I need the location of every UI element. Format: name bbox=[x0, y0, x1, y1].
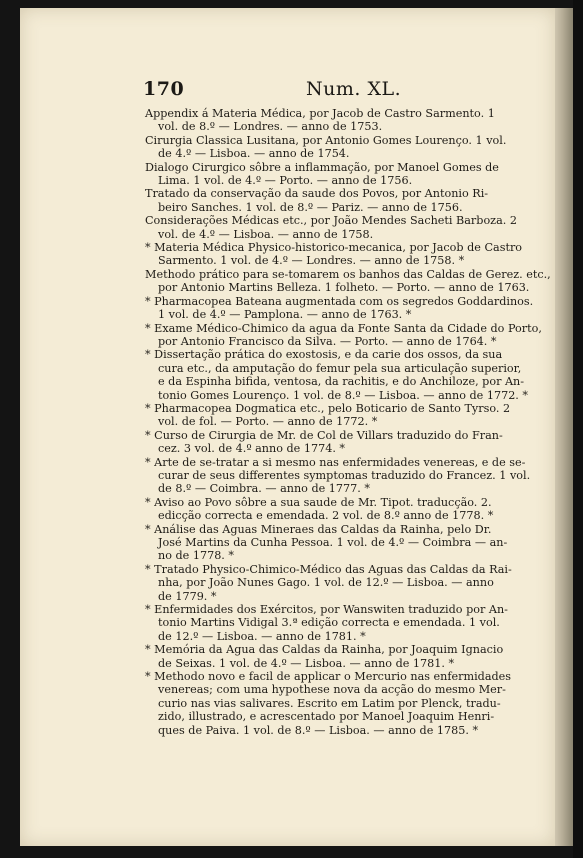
entry-line: de Seixas. 1 vol. de 4.º — Lisboa. — anno de 1781. * bbox=[158, 656, 455, 670]
bibliography-entry bbox=[145, 107, 535, 134]
entry-line: curar de seus differentes symptomas traduzido do Francez. 1 vol. bbox=[158, 468, 531, 482]
entry-line: * Tratado Physico-Chimico-Médico das Aguas das Caldas da Rai- bbox=[145, 562, 512, 576]
entry-line: Methodo prático para se-tomarem os banhos das Caldas de Gerez. etc., bbox=[145, 267, 551, 281]
entry-line: * Pharmacopea Bateana augmentada com os segredos Goddardinos. bbox=[145, 294, 534, 308]
entry-line: por Antonio Francisco da Silva. — Porto. — anno de 1764. * bbox=[158, 334, 497, 348]
entry-line: nha, por João Nunes Gago. 1 vol. de 12.º — Lisboa. — anno bbox=[158, 576, 494, 590]
entry-line: venereas; com uma hypothese nova da acção do mesmo Mer- bbox=[158, 683, 506, 697]
bibliography-entry bbox=[145, 670, 535, 737]
entry-line: * Enfermidades dos Exércitos, por Wanswiten traduzido por An- bbox=[145, 603, 508, 617]
entry-line: Tratado da conservação da saude dos Povos, por Antonio Ri- bbox=[145, 187, 489, 201]
bibliography-entry bbox=[145, 456, 535, 496]
bibliography-entry bbox=[145, 563, 535, 603]
entry-line: de 12.º — Lisboa. — anno de 1781. * bbox=[158, 629, 366, 643]
entry-line: tonio Gomes Lourenço. 1 vol. de 8.º — Lisboa. — anno de 1772. * bbox=[158, 388, 529, 402]
entry-line: de 8.º — Coimbra. — anno de 1777. * bbox=[158, 482, 370, 496]
entry-line: Lima. 1 vol. de 4.º — Porto. — anno de 1756. bbox=[158, 174, 413, 188]
bibliography-entry bbox=[145, 348, 535, 402]
entry-line: curio nas vias salivares. Escrito em Latim por Plenck, tradu- bbox=[158, 696, 501, 710]
entry-line: cura etc., da amputação do femur pela sua articulação superior, bbox=[158, 361, 522, 375]
entry-line: José Martins da Cunha Pessoa. 1 vol. de 4.º — Coimbra — an- bbox=[158, 536, 508, 549]
bibliography-entry bbox=[145, 134, 535, 161]
entry-line: Cirurgia Classica Lusitana, por Antonio Gomes Lourenço. 1 vol. bbox=[145, 133, 507, 147]
bibliography-entry bbox=[145, 241, 535, 268]
bibliography-entry bbox=[145, 295, 535, 322]
entry-line: * Exame Médico-Chimico da agua da Fonte Santa da Cidade do Porto, bbox=[145, 321, 542, 335]
entry-line: * Curso de Cirurgia de Mr. de Col de Villars traduzido do Fran- bbox=[145, 428, 503, 442]
entry-line: edicção correcta e emendada. 2 vol. de 8.º anno de 1778. * bbox=[158, 509, 494, 523]
entry-line: * Pharmacopea Dogmatica etc., pelo Boticario de Santo Tyrso. 2 bbox=[145, 401, 511, 415]
bibliography-list bbox=[145, 107, 551, 737]
entry-line: no de 1778. * bbox=[158, 549, 235, 563]
entry-line: por Antonio Martins Belleza. 1 folheto. — Porto. — anno de 1763. bbox=[158, 281, 530, 295]
bibliography-entry bbox=[145, 496, 535, 523]
bibliography-entry bbox=[145, 523, 535, 563]
entry-line: Dialogo Cirurgico sôbre a inflammação, por Manoel Gomes de bbox=[145, 160, 499, 174]
scan-border bbox=[573, 0, 583, 858]
bibliography-entry bbox=[145, 643, 535, 670]
entry-line: tonio Martins Vidigal 3.ª edição correcta e emendada. 1 vol. bbox=[158, 616, 500, 630]
page-edge bbox=[555, 8, 573, 846]
entry-line: 1 vol. de 4.º — Pamplona. — anno de 1763. * bbox=[158, 308, 412, 322]
entry-line: de 4.º — Lisboa. — anno de 1754. bbox=[158, 147, 350, 161]
page-header bbox=[143, 78, 523, 104]
bibliography-entry bbox=[145, 187, 535, 214]
entry-line: * Dissertação prática do exostosis, e da carie dos ossos, da sua bbox=[145, 348, 503, 362]
entry-line: cez. 3 vol. de 4.º anno de 1774. * bbox=[158, 442, 346, 456]
bibliography-entry bbox=[145, 214, 535, 241]
bibliography-entry bbox=[145, 402, 535, 429]
entry-line: Sarmento. 1 vol. de 4.º — Londres. — anno de 1758. * bbox=[158, 254, 465, 268]
entry-line: zido, illustrado, e acrescentado por Manoel Joaquim Henri- bbox=[158, 710, 495, 724]
entry-line: * Materia Médica Physico-historico-mecanica, por Jacob de Castro bbox=[145, 241, 523, 255]
entry-line: vol. de 4.º — Lisboa. — anno de 1758. bbox=[158, 227, 374, 241]
entry-line: Considerações Médicas etc., por João Mendes Sacheti Barboza. 2 bbox=[145, 214, 517, 228]
bibliography-entry bbox=[145, 321, 542, 349]
entry-line: Appendix á Materia Médica, por Jacob de Castro Sarmento. 1 bbox=[145, 107, 495, 120]
bibliography-entry bbox=[145, 267, 551, 295]
bibliography-entry bbox=[145, 161, 535, 188]
entry-line: * Aviso ao Povo sôbre a sua saude de Mr. Tipot. traducção. 2. bbox=[145, 495, 492, 509]
running-head: Num. XL. bbox=[306, 78, 402, 100]
bibliography-entry bbox=[145, 429, 535, 456]
entry-line: * Análise das Aguas Mineraes das Caldas da Rainha, pelo Dr. bbox=[145, 522, 492, 536]
entry-line: ques de Paiva. 1 vol. de 8.º — Lisboa. — anno de 1785. * bbox=[158, 723, 479, 737]
entry-line: vol. de fol. — Porto. — anno de 1772. * bbox=[158, 415, 378, 429]
entry-line: e da Espinha bifida, ventosa, da rachitis, e do Anchiloze, por An- bbox=[158, 375, 525, 389]
page-number: 170 bbox=[143, 78, 185, 100]
entry-line: beiro Sanches. 1 vol. de 8.º — Pariz. — anno de 1756. bbox=[158, 200, 463, 214]
bibliography-entry bbox=[145, 603, 535, 643]
entry-line: vol. de 8.º — Londres. — anno de 1753. bbox=[158, 120, 383, 134]
entry-line: de 1779. * bbox=[158, 589, 217, 603]
entry-line: * Methodo novo e facil de applicar o Mercurio nas enfermidades bbox=[145, 670, 512, 684]
entry-line: * Memória da Agua das Caldas da Rainha, por Joaquim Ignacio bbox=[145, 643, 504, 657]
entry-line: * Arte de se-tratar a si mesmo nas enfermidades venereas, e de se- bbox=[145, 455, 526, 469]
